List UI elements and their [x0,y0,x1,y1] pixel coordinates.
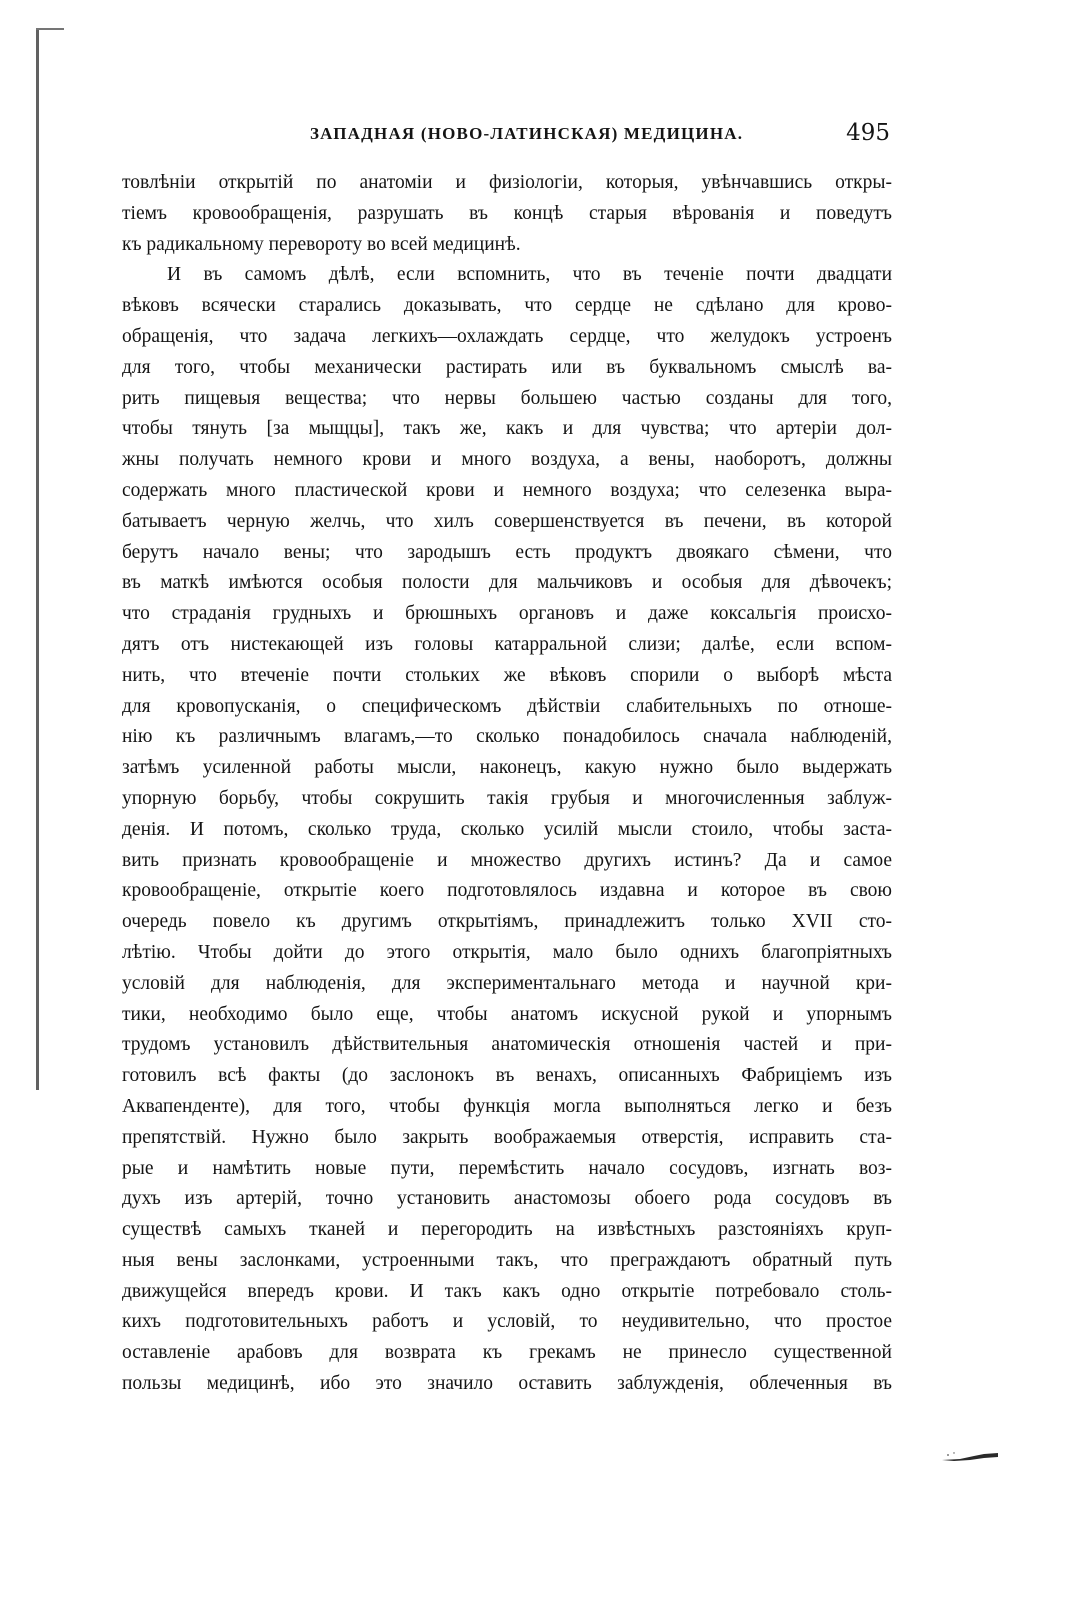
text-line: лѣтію. Чтобы дойти до этого открытія, мало было однихъ благопріятныхъ [122,941,892,963]
text-line: кихъ подготовительныхъ работъ и условій, то неудивительно, что простое [122,1311,892,1333]
ornament-mark [940,1448,1000,1464]
text-line: нить, что втеченіе почти стольких же вѣковъ спорили о выборѣ мѣста [122,664,892,686]
text-line: рые и намѣтить новые пути, перемѣстить начало сосудовъ, изгнать воз- [122,1157,892,1179]
text-line: упорную борьбу, чтобы сокрушить такія грубыя и многочисленныя заблуж- [122,787,892,809]
running-head: ЗАПАДНАЯ (НОВО-ЛАТИНСКАЯ) МЕДИЦИНА. [310,124,744,143]
text-line: духъ изъ артерій, точно установить анастомозы обоего рода сосудовъ въ [122,1188,892,1210]
text-line: оставленіе арабовъ для возврата къ грекамъ не принесло существенной [122,1342,892,1364]
text-line: обращенія, что задача легкихъ—охлаждать сердце, что желудокъ устроенъ [122,325,892,347]
text-line: Аквапенденте), для того, чтобы функція могла выполняться легко и безъ [122,1095,892,1117]
text-line: для того, чтобы механически растирать или въ буквальномъ смыслѣ ва- [122,356,892,378]
text-line: вѣковъ всячески старались доказывать, что сердце не сдѣлано для крово- [122,295,892,317]
text-line: дятъ отъ нистекающей изъ головы катарральной слизи; далѣе, если вспом- [122,633,892,655]
text-line: въ маткѣ имѣются особыя полости для мальчиковъ и особыя для дѣвочекъ; [122,572,892,594]
scan-edge [36,30,39,1090]
text-line: берутъ начало вены; что зародышъ есть продуктъ двоякаго сѣмени, что [122,541,892,563]
text-line: условій для наблюденія, для экспериментальнаго метода и научной кри- [122,972,892,994]
scan-edge-top [36,28,64,30]
text-line: батываетъ черную желчь, что хилъ совершенствуется въ печени, въ которой [122,510,892,532]
page-number: 495 [846,120,890,146]
text-line: къ радикальному перевороту во всей медицинѣ. [122,233,521,255]
text-line: кровообращеніе, открытіе коего подготовлялось издавна и которое въ свою [122,880,892,902]
text-line: вить признать кровообращеніе и множество другихъ истинъ? Да и самое [122,849,892,871]
text-line: для кровопусканія, о специфическомъ дѣйствіи слабительныхъ по отноше- [122,695,892,717]
text-line: тіемъ кровообращенія, разрушать въ концѣ старыя вѣрованія и поведутъ [122,202,892,224]
text-line: существѣ самыхъ тканей и перегородить на извѣстныхъ разстояніяхъ круп- [122,1219,892,1241]
text-line: препятствій. Нужно было закрыть воображаемыя отверстія, исправить ста- [122,1126,892,1148]
text-line: тики, необходимо было еще, чтобы анатомъ искусной рукой и упорнымъ [122,1003,892,1025]
text-line: трудомъ установилъ дѣйствительныя анатомическія отношенія частей и при- [122,1034,892,1056]
text-line: жны получать немного крови и много воздуха, а вены, наоборотъ, должны [122,449,892,471]
text-line: очередь повело къ другимъ открытіямъ, принадлежитъ только XVII сто- [122,911,892,933]
text-line: нію къ различнымъ влагамъ,—то сколько понадобилось сначала наблюденій, [122,726,892,748]
body-text [122,168,892,1400]
text-line: пользы медицинѣ, ибо это значило оставить заблужденія, облеченныя въ [122,1373,892,1395]
text-line: чтобы тянуть [за мыщцы], такъ же, какъ и для чувства; что артеріи дол- [122,418,892,440]
text-line: что страданія грудныхъ и брюшныхъ органовъ и даже коксальгія происхо- [122,603,892,625]
text-line: затѣмъ усиленной работы мысли, наконецъ, какую нужно было выдержать [122,757,892,779]
text-line: содержать много пластической крови и немного воздуха; что селезенка выра- [122,479,892,501]
text-line: товлѣніи открытій по анатоміи и физіологіи, которыя, увѣнчавшись откры- [122,172,892,193]
text-line: денія. И потомъ, сколько труда, сколько усилій мысли стоило, чтобы заста- [122,818,892,840]
text-line: движущейся впередъ крови. И такъ какъ одно открытіе потребовало столь- [122,1280,892,1302]
text-line: И въ самомъ дѣлѣ, если вспомнить, что въ теченіе почти двадцати [167,264,892,286]
text-line: рить пищевыя вещества; что нервы большею частью созданы для того, [122,387,892,409]
page-header [122,120,892,150]
text-line: готовилъ всѣ факты (до заслонокъ въ венахъ, описанныхъ Фабриціемъ изъ [122,1065,892,1087]
text-line: ныя вены заслонками, устроенными такъ, что преграждаютъ обратный путь [122,1249,892,1271]
